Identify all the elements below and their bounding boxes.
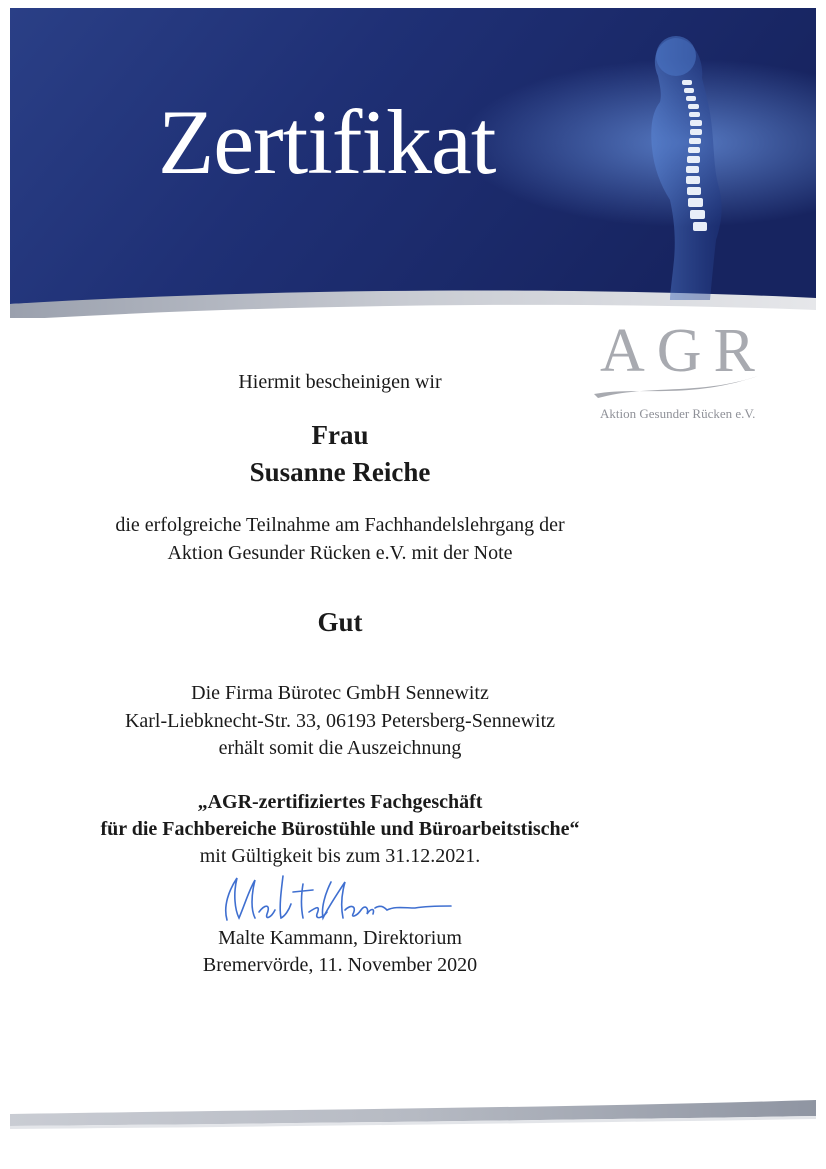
signature-image [205,868,455,930]
award-line-1: „AGR-zertifiziertes Fachgeschäft [197,791,483,813]
footer-swoosh [0,1090,826,1169]
award-line-2: für die Fachbereiche Bürostühle und Büroarbeitstische“ [100,818,580,840]
logo-subtitle: Aktion Gesunder Rücken e.V. [600,406,756,421]
signer-name: Malte Kammann, Direktorium [218,927,462,949]
recipient-name: Susanne Reiche [249,457,431,487]
company-line-1: Die Firma Bürotec GmbH Sennewitz [191,682,489,704]
company-line-2: Karl-Liebknecht-Str. 33, 06193 Petersberg-Sennewitz [124,710,556,732]
salutation: Frau [311,420,369,450]
intro-text: Hiermit bescheinigen wir [238,371,442,393]
validity-text: mit Gültigkeit bis zum 31.12.2021. [199,845,481,867]
grade: Gut [317,607,363,637]
certificate-title: Zertifikat [158,91,496,193]
place-date: Bremervörde, 11. November 2020 [202,954,478,976]
header-banner [10,8,816,318]
participation-line-2: Aktion Gesunder Rücken e.V. mit der Note [167,542,513,564]
logo-letters: AGR [600,317,767,385]
company-line-3: erhält somit die Auszeichnung [218,737,462,759]
participation-line-1: die erfolgreiche Teilnahme am Fachhandelslehrgang der [115,514,565,536]
scan-specks [760,460,770,490]
